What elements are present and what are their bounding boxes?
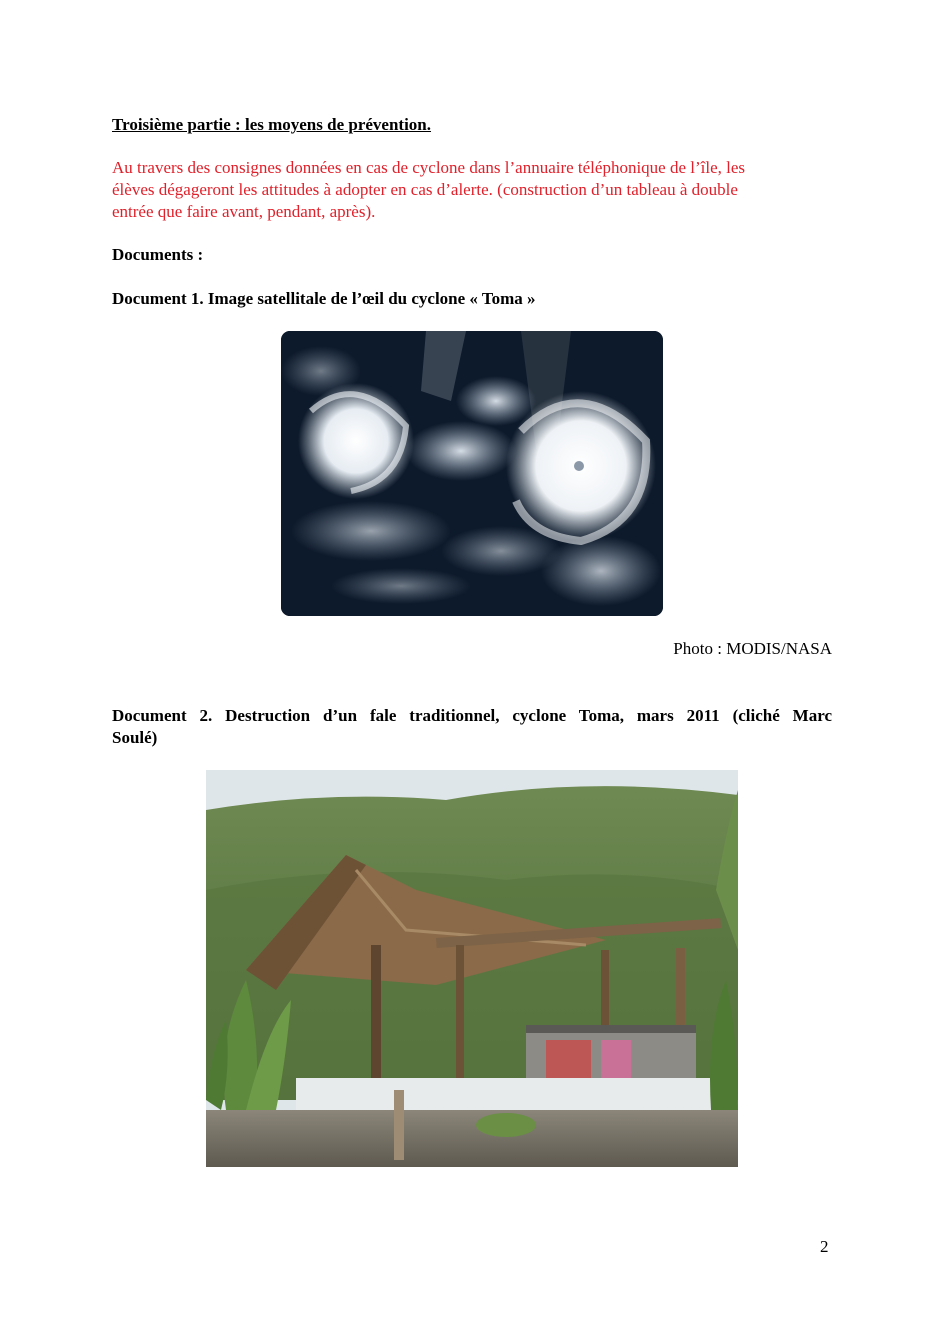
instruction-paragraph	[112, 157, 832, 223]
section-heading: Troisième partie : les moyens de prévention.	[112, 115, 432, 134]
instruction-line: élèves dégageront les attitudes à adopter en cas d’alerte. (construction d’un tableau à double	[112, 180, 738, 199]
document-1-credit: Photo : MODIS/NASA	[673, 639, 832, 658]
instruction-line: Au travers des consignes données en cas de cyclone dans l’annuaire téléphonique de l’île, les	[112, 158, 746, 177]
document-2-title	[112, 705, 832, 749]
destroyed-fale-photo	[206, 770, 738, 1167]
instruction-line: entrée que faire avant, pendant, après).	[112, 202, 376, 221]
page-number: 2	[820, 1237, 829, 1256]
document-1-title: Document 1. Image satellitale de l’œil du cyclone « Toma »	[112, 289, 536, 308]
document-2-title-line: Document 2. Destruction d’un fale traditionnel, cyclone Toma, mars 2011 (cliché Marc	[112, 706, 832, 725]
satellite-cyclone-image	[281, 331, 663, 616]
documents-label: Documents :	[112, 245, 204, 264]
document-2-title-line: Soulé)	[112, 728, 158, 747]
